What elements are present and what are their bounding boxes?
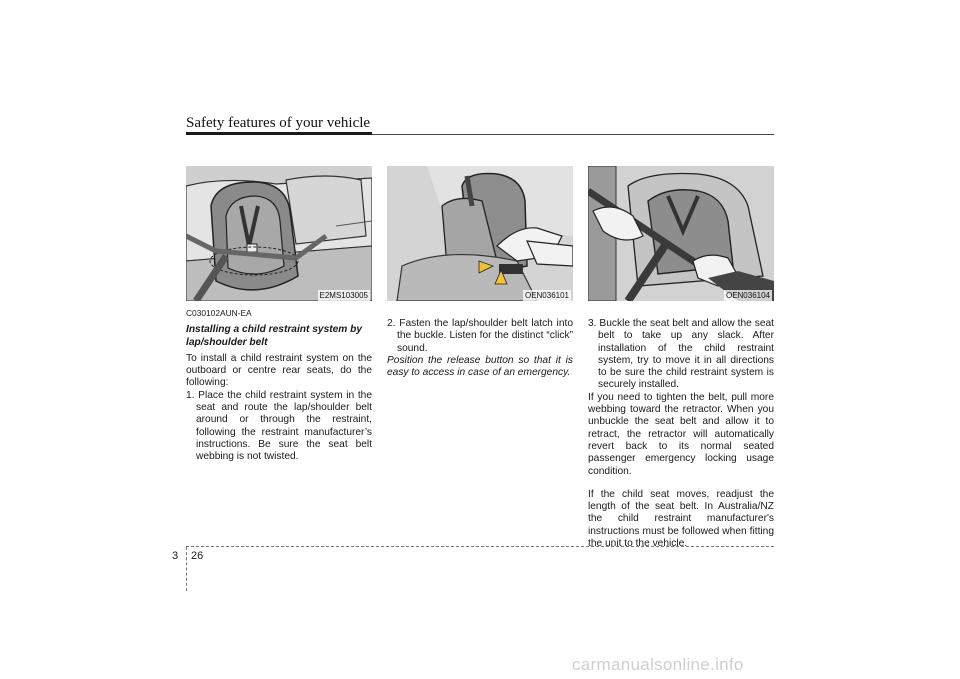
readjust-paragraph: If the child seat moves, readjust the length of the seat belt. In Australia/NZ the child restraint manufacturer's instructions must be followed when fitting the unit to the vehicle. [588,488,774,550]
header-rule [372,134,774,135]
section-heading: Installing a child restraint system by lap/shoulder belt [186,324,363,348]
figure-tighten-belt [588,166,774,301]
chapter-number: 3 [172,550,179,562]
tighten-belt-paragraph: If you need to tighten the belt, pull more webbing toward the retractor. When you unbuckle the seat belt and allow it to retract, the retractor will automatically revert back to its normal seated passenger emergency locking usage condition. [588,391,774,477]
intro-paragraph: To install a child restraint system on the outboard or centre rear seats, do the following: [186,352,372,389]
child-seat-illustration-1 [186,166,372,301]
step-3: 3. Buckle the seat belt and allow the seat belt to take up any slack. After installation of the child restraint system, try to move it in all directions to be sure the child restraint system is securely installed. [588,318,774,391]
footer-divider [186,547,187,591]
step-2: 2. Fasten the lap/shoulder belt latch into the buckle. Listen for the distinct “click” sound. [387,318,573,354]
right-text-column [588,318,774,550]
header-accent-bar [186,132,372,135]
release-button-note: Position the release button so that it is easy to access in case of an emergency. [387,354,573,379]
figure-child-seat-belt-routing [186,166,372,301]
middle-text-column [387,318,573,379]
page-number: 26 [191,550,204,562]
page-header-title: Safety features of your vehicle [186,115,371,131]
watermark: carmanualsonline.info [572,655,744,674]
footer-rule [186,546,774,547]
left-text-column [186,307,372,464]
figure-code: E2MS103005 [319,291,368,300]
child-seat-illustration-2 [387,166,573,301]
figure-fasten-buckle [387,166,573,301]
figure-code: OEN036104 [725,291,770,300]
step-1: 1. Place the child restraint system in the seat and route the lap/shoulder belt around or through the restraint, following the restraint manufacturer’s instructions. Be sure the seat belt webbing is not twisted. [186,389,372,463]
child-seat-illustration-3 [588,166,774,301]
section-code: C030102AUN-EA [186,308,252,318]
figure-code: OEN036101 [524,291,569,300]
